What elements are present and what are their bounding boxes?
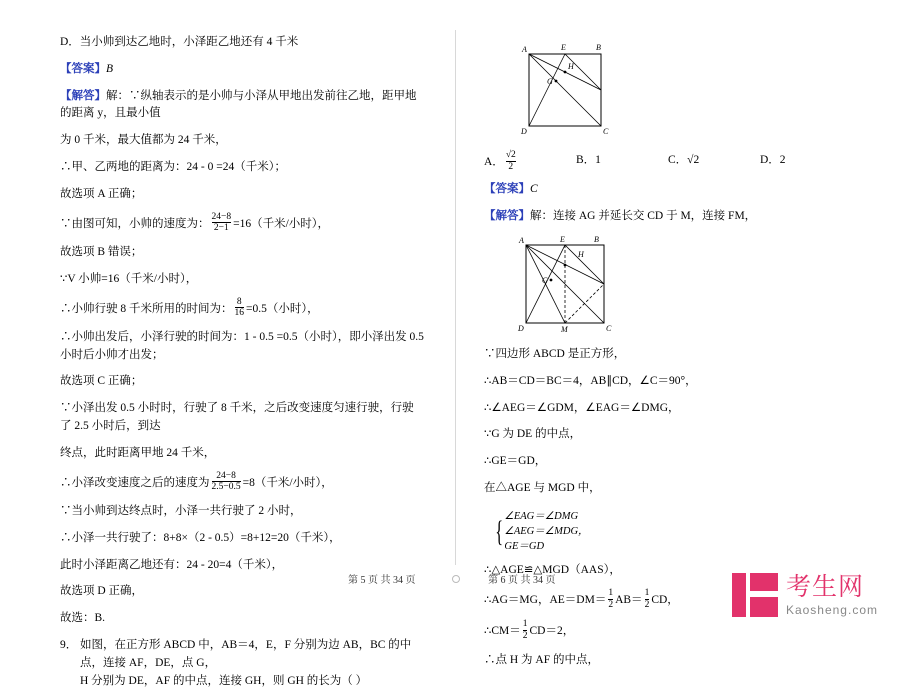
question-9-line2: H 分别为 DE，AF 的中点，连接 GH，则 GH 的长为（ ） [80, 674, 368, 687]
question-9-number: 9． [60, 639, 78, 651]
explain-line-right-3: ∴∠AEG＝∠GDM，∠EAG＝∠DMG， [484, 401, 680, 414]
explain-text-right-0: 解：连接 AG 并延长交 CD 于 M，连接 FM， [530, 210, 757, 223]
speed-result: =16（千米/小时）， [233, 217, 330, 230]
footer-dot-icon [452, 575, 460, 583]
svg-text:E: E [561, 43, 566, 52]
explain-label: 【解答】 [60, 89, 106, 102]
figure-square-abcd-bottom [504, 235, 860, 340]
svg-text:C: C [606, 323, 612, 333]
footer-page-right: 第 6 页 共 34 页 [488, 575, 556, 586]
answer-value-right: C [530, 183, 538, 196]
ae-fraction-2: $\frac{1}{2}$ [644, 588, 650, 610]
answer-label: 【答案】 [60, 62, 106, 75]
explain-line-right-7: ∴△AGE≌△MGD（AAS）， [484, 564, 621, 577]
explain-line-right-2: ∴AB＝CD＝BC＝4，AB∥CD，∠C＝90°， [484, 374, 697, 387]
speed2-text: ∴小泽改变速度之后的速度为 [60, 476, 210, 489]
option-c-sqrt: √2 [687, 154, 700, 166]
svg-text:G: G [547, 77, 553, 86]
explain-text-0: 解：∵纵轴表示的是小帅与小泽从甲地出发前往乙地，距甲地的距离 y，且最小值 [60, 89, 417, 120]
svg-text:A: A [522, 45, 527, 54]
option-c[interactable]: C．√2 [668, 154, 700, 166]
explain-line-11: 终点，此时距离甲地 24 千米， [60, 446, 216, 459]
system-row-2: GE＝GD [504, 541, 545, 553]
speed-fraction: $\frac{24-8}{2-1}$ [211, 211, 232, 234]
option-d-text: D．当小帅到达乙地时，小泽距乙地还有 4 千米 [60, 36, 299, 48]
figure-square-abcd-top [504, 36, 860, 141]
explain-line-right-4: ∵G 为 DE 的中点， [484, 428, 582, 441]
explain-line-5: 故选项 B 错误； [60, 245, 143, 258]
explain-line-right-1: ∵四边形 ABCD 是正方形， [484, 347, 626, 360]
cm-fraction: $\frac{1}{2}$ [522, 619, 528, 642]
svg-text:M: M [561, 324, 568, 334]
svg-text:B: B [596, 43, 601, 52]
question-9 [60, 637, 424, 690]
explain-line-17: 故选：B. [60, 612, 106, 625]
explain-line-15: 此时小泽距离乙地还有：24 - 20=4（千米）， [60, 558, 284, 571]
time-text: ∴小帅行驶 8 千米所用的时间为： [60, 302, 233, 315]
question-9-body [80, 637, 424, 690]
svg-text:A: A [519, 235, 524, 245]
right-column [450, 0, 900, 666]
ae-tail: CD， [651, 593, 679, 606]
ae-mid: AB＝ [615, 593, 643, 606]
option-d[interactable]: D．2 [760, 154, 786, 166]
svg-text:H: H [568, 62, 574, 71]
option-a-fraction: $\frac{√2}{2}$ [505, 150, 516, 172]
watermark-en: Kaosheng.com [785, 602, 878, 617]
question-9-line1: 如图，在正方形 ABCD 中，AB＝4，E，F 分别为边 AB，BC 的中点，连接 AF，DE，点 G， [80, 639, 412, 669]
answer-line [60, 61, 424, 79]
cm-tail: CD＝2， [529, 625, 575, 638]
watermark [732, 573, 878, 617]
svg-text:E: E [560, 234, 565, 244]
explain-line-right-6: 在△AGE 与 MGD 中， [484, 481, 601, 494]
explain-line-12 [60, 472, 424, 494]
explain-line-1: 为 0 千米，最大值都为 24 千米， [60, 134, 227, 147]
left-brace: { [495, 514, 504, 548]
svg-text:C: C [603, 127, 609, 136]
explain-line-4 [60, 213, 424, 235]
cm-text: ∴CM＝ [484, 625, 521, 638]
explain-line-2: ∴甲、乙两地的距离为：24 - 0 =24（千米）； [60, 161, 286, 174]
explain-line-right-10: ∴点 H 为 AF 的中点， [484, 653, 600, 666]
figure-bottom-svg [504, 235, 654, 335]
explain-line-14: ∴小泽一共行驶了：8+8×（2 - 0.5）=8+12=20（千米）， [60, 531, 341, 544]
svg-text:G: G [542, 275, 548, 285]
speed2-fraction: $\frac{24-8}{2.5-0.5}$ [211, 470, 241, 493]
svg-text:H: H [578, 249, 584, 259]
explain-line-right-9 [484, 620, 860, 642]
congruence-system [492, 509, 589, 555]
answer-value: B [106, 62, 114, 75]
explain-line-right-5: ∴GE＝GD， [484, 455, 547, 468]
ae-fraction-1: $\frac{1}{2}$ [608, 588, 614, 610]
ae-text: ∴AG＝MG，AE＝DM＝ [484, 593, 607, 606]
watermark-text [785, 572, 878, 617]
svg-text:D: D [521, 127, 527, 136]
explain-line-10: ∵小泽出发 0.5 小时时，行驶了 8 千米，之后改变速度匀速行驶，行驶了 2.5 小时后，到达 [60, 402, 414, 433]
footer-page-left: 第 5 页 共 34 页 [348, 575, 416, 586]
explain-line-9: 故选项 C 正确； [60, 375, 143, 388]
system-row-0: ∠EAG＝∠DMG [504, 510, 579, 522]
explain-line-0 [60, 88, 424, 124]
speed2-result: =8（千米/小时）， [242, 476, 333, 489]
explain-line-right-0 [484, 208, 860, 226]
explain-line-3: 故选项 A 正确； [60, 187, 143, 200]
option-b[interactable]: B．1 [576, 154, 601, 166]
explain-line-6: ∵V 小帅=16（千米/小时）， [60, 272, 198, 285]
explain-line-7 [60, 298, 424, 320]
answer-options [484, 151, 860, 173]
watermark-logo-icon [732, 573, 778, 617]
system-row-1: ∠AEG＝∠MDG， [504, 525, 589, 537]
option-a[interactable]: A． $\frac{√2}{2}$ [484, 150, 516, 172]
explain-line-8: ∴小帅出发后，小泽行驶的时间为：1 - 0.5 =0.5（小时），即小泽出发 0.5 小时后小帅才出发； [60, 330, 424, 361]
explain-line-16: 故选项 D 正确， [60, 585, 144, 598]
system-rows [504, 509, 588, 555]
explain-line-13: ∵当小帅到达终点时，小泽一共行驶了 2 小时， [60, 504, 302, 517]
svg-text:D: D [518, 323, 524, 333]
left-column [0, 0, 450, 687]
figure-top-svg [504, 36, 644, 136]
explain-label-right: 【解答】 [484, 210, 530, 223]
svg-text:B: B [594, 234, 599, 244]
speed-text: ∵由图可知，小帅的速度为： [60, 217, 210, 230]
answer-line-right [484, 181, 860, 199]
watermark-cn: 考生网 [785, 572, 864, 601]
answer-label-right: 【答案】 [484, 183, 530, 196]
time-result: =0.5（小时）， [246, 302, 319, 315]
time-fraction: $\frac{8}{16}$ [234, 296, 244, 319]
